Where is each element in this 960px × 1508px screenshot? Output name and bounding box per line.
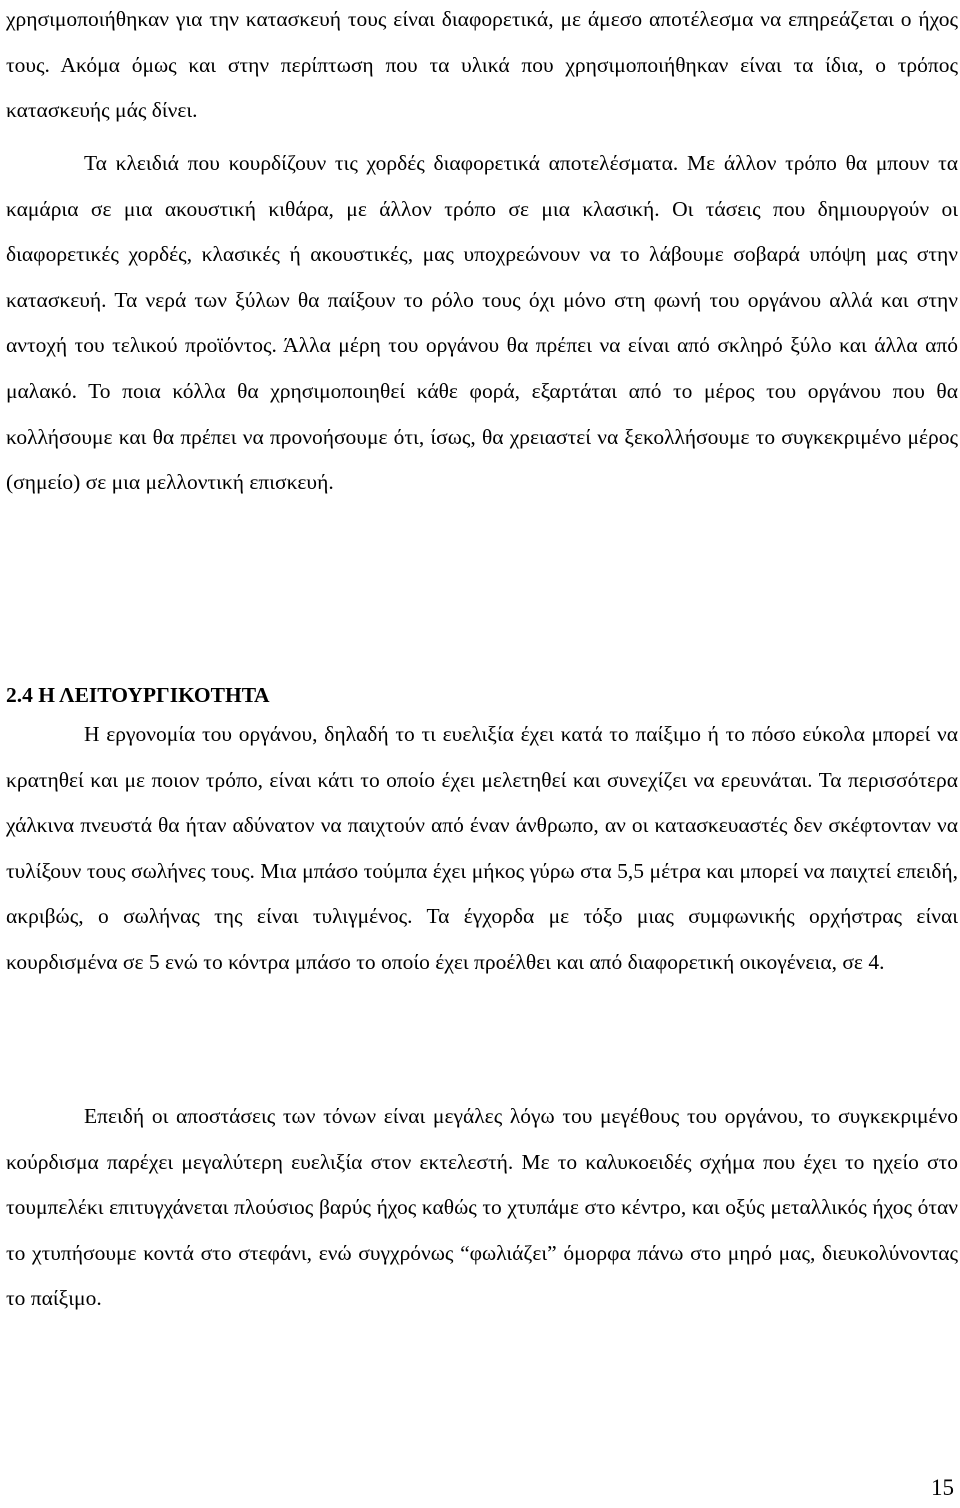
paragraph-ergonomics: Η εργονομία του οργάνου, δηλαδή το τι ευελιξία έχει κατά το παίξιμο ή το πόσο εύκολα μπορεί να κρατηθεί και με ποιον τρόπο, είναι κάτι το οποίο έχει μελετηθεί και συνεχίζει να ερευνάται. Τα περισσότερα χάλκινα πνευστά θα ήταν αδύνατον να παιχτούν από έναν άνθρωπο, αν οι κατασκευαστές δεν σκέφτονταν να τυλίξουν τους σωλήνες τους. Μια μπάσο τούμπα έχει μήκος γύρω στα 5,5 μέτρα και μπορεί να παιχτεί επειδή, ακριβώς, ο σωλήνας της είναι τυλιγμένος. Τα έγχορδα με τόξο μιας συμφωνικής ορχήστρας είναι κουρδισμένα σε 5 ενώ το κόντρα μπάσο το οποίο έχει προέλθει και από διαφορετική οικογένεια, σε 4. <box>6 722 958 974</box>
section-heading: 2.4 Η ΛΕΙΤΟΥΡΓΙΚΟΤΗΤΑ <box>6 683 270 707</box>
paragraph-continuation: χρησιμοποιήθηκαν για την κατασκευή τους είναι διαφορετικά, με άμεσο αποτέλεσμα να επηρεάζεται ο ήχος τους. Ακόμα όμως και στην περίπτωση που τα υλικά που χρησιμοποιήθηκαν είναι τα ίδια, ο τρόπος κατασκευής μάς δίνει. <box>6 7 958 123</box>
paragraph-tuning: Επειδή οι αποστάσεις των τόνων είναι μεγάλες λόγω του μεγέθους του οργάνου, το συγκεκριμένο κούρδισμα παρέχει μεγαλύτερη ευελιξία στον εκτελεστή. Με το καλυκοειδές σχήμα που έχει το ηχείο στο τουμπελέκι επιτυγχάνεται πλούσιος βαρύς ήχος καθώς το χτυπάμε στο κέντρο, και οξύς μεταλλικός ήχος όταν το χτυπήσουμε κοντά στο στεφάνι, ενώ συγχρόνως “φωλιάζει” όμορφα πάνω στο μηρό μας, διευκολύνοντας το παίξιμο. <box>6 1104 958 1311</box>
paragraph-construction-details: Τα κλειδιά που κουρδίζουν τις χορδές διαφορετικά αποτελέσματα. Με άλλον τρόπο θα μπουν τα καμάρια σε μια ακουστική κιθάρα, με άλλον τρόπο σε μια κλασική. Οι τάσεις που δημιουργούν οι διαφορετικές χορδές, κλασικές ή ακουστικές, μας υποχρεώνουν να το λάβουμε σοβαρά υπόψη μας στην κατασκευή. Τα νερά των ξύλων θα παίξουν το ρόλο τους όχι μόνο στη φωνή του οργάνου αλλά και στην αντοχή του τελικού προϊόντος. Άλλα μέρη του οργάνου θα πρέπει να είναι από σκληρό ξύλο και άλλα από μαλακό. Το ποια κόλλα θα χρησιμοποιηθεί κάθε φορά, εξαρτάται από το μέρος του οργάνου που θα κολλήσουμε και θα πρέπει να προνοήσουμε ότι, ίσως, θα χρειαστεί να ξεκολλήσουμε το συγκεκριμένο μέρος (σημείο) σε μια μελλοντική επισκευή. <box>6 151 958 495</box>
page-number: 15 <box>931 1475 954 1500</box>
